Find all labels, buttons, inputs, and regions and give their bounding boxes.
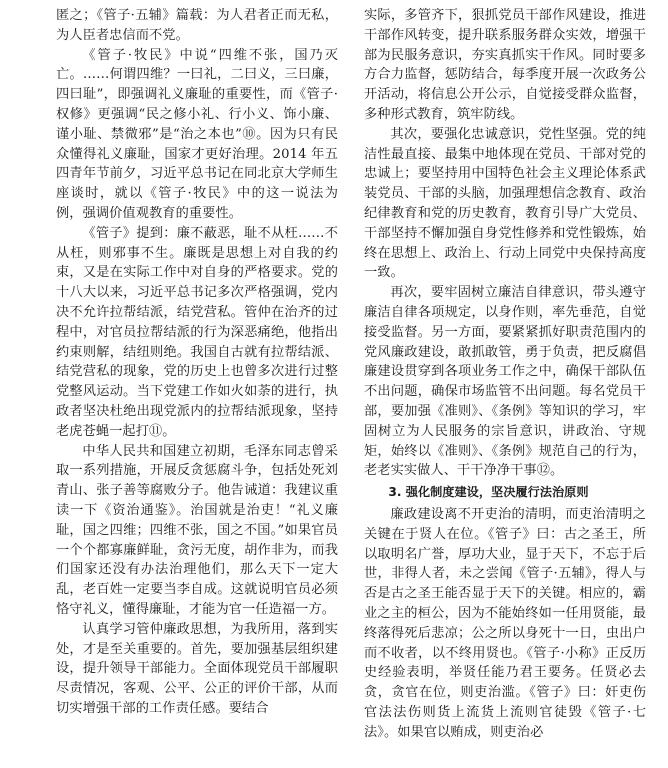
paragraph: 《管子·牧民》中说“四维不张，国乃灭亡。……何谓四维？一曰礼，二曰义，三曰廉，四曰耻”，即强调礼义廉耻的重要性，而《管子·权修》更强调“民之修小礼、行小义、饰小廉、谨小耻、禁微邪”是“治之本也”⑩。因为只有民众懂得礼义廉耻，国家才更好治理。2014 年五四青年节前夕，习近平总书记在同北京大学师生座谈时，就以《管子·牧民》中的这一说法为例，强调价值观教育的重要性。: [56, 47, 338, 221]
left-column: [56, 6, 338, 766]
paragraph: 实际，多管齐下，狠抓党员干部作风建设，推进干部作风转变，提升联系服务群众实效，增强干部为民服务意识，夯实真抓实干作风。同时要多方合力监督，惩防结合，每季度开展一次政务公开活动，将信息公开公示，自觉接受群众监督，多种形式教育，筑牢防线。: [364, 8, 646, 122]
section-heading: 3. 强化制度建设，坚决履行法治原则: [388, 485, 589, 500]
paragraph: 廉政建设离不开吏治的清明，而吏治清明之关键在于贤人在位。《管子》曰：古之圣王，所以取明名广誉，厚功大业，显于天下，不忘于后世，非得人者，未之尝闻《管子·五辅》，得人与否是古之圣王能否显于天下的关键。相应的，霸业之主的桓公，因为不能始终如一任用贤能，最终落得死后悲凉；公之所以身死十一日，虫出户而不收者，以不终用贤也。《管子·小称》正反历史经验表明，举贤任能乃君王要务。任贤必去贪，贪官在位，则吏治滥。《管子》曰：奸吏伤官法法伤则货上流货上流则官徒毁《管子·七法》。如果官以贿成，则吏治必: [364, 506, 646, 740]
paragraph: 中华人民共和国建立初期，毛泽东同志曾采取一系列措施，开展反贪惩腐斗争，包括处死刘青山、张子善等腐败分子。他告诫道：我建议重读一下《资治通鉴》。治国就是治吏！“礼义廉耻，国之四维；四维不张，国之不国。”如果官员一个个都寡廉鲜耻，贪污无度，胡作非为，而我们国家还没有办法治理他们，那么天下一定大乱，老百姓一定要当李自成。这就说明官员必须恪守礼义，懂得廉耻，才能为官一任造福一方。: [56, 443, 338, 617]
paragraph: 再次，要牢固树立廉洁自律意识，带头遵守廉洁自律各项规定，以身作则，率先垂范，自觉接受监督。另一方面，要紧紧抓好职责范围内的党风廉政建设，敢抓敢管，勇于负责，把反腐倡廉建设贯穿到各项业务工作之中，确保干部队伍不出问题，确保市场监管不出问题。每名党员干部，要加强《准则》、《条例》等知识的学习，牢固树立为人民服务的宗旨意识，讲政治、守规矩，始终以《准则》、《条例》规范自己的行为，老老实实做人、干干净净干事⑫。: [364, 285, 646, 479]
paragraph: 《管子》提到：廉不蔽恶，耻不从枉……不从枉，则邪事不生。廉既是思想上对自我的约束，又是在实际工作中对自身的严格要求。党的十八大以来，习近平总书记多次严格强调，党内决不允许拉帮结派，结党营私。管仲在治齐的过程中，对官员拉帮结派的行为深恶痛绝，他指出约束则解，结纽则绝。我国自古就有拉帮结派、结党营私的现象，党的历史上也曾多次进行过整党整风运动。当下党建工作如火如荼的进行，执政者坚决杜绝出现党派内的拉帮结派现象，坚持老虎苍蝇一起打⑪。: [56, 225, 338, 439]
paragraph: 认真学习管仲廉政思想，为我所用，落到实处，才是至关重要的。首先，要加强基层组织建设，提升领导干部能力。全面体现党员干部履职尽责情况，客观、公平、公正的评价干部，从而切实增强干部的工作责任感。要结合: [56, 621, 338, 716]
paragraph: 其次，要强化忠诚意识，党性坚强。党的纯洁性最直接、最集中地体现在党员、干部对党的忠诚上；要坚持用中国特色社会主义理论体系武装党员、干部的头脑，加强理想信念教育、政治纪律教育和党的历史教育，教育引导广大党员、干部坚持不懈加强自身党性修养和党性锻炼，始终在思想上、政治上、行动上同党中央保持高度一致。: [364, 126, 646, 281]
right-column: [364, 6, 646, 766]
paragraph: 匿之；《管子·五辅》篇载：为人君者正而无私，为人臣者忠信而不党。: [56, 8, 338, 43]
